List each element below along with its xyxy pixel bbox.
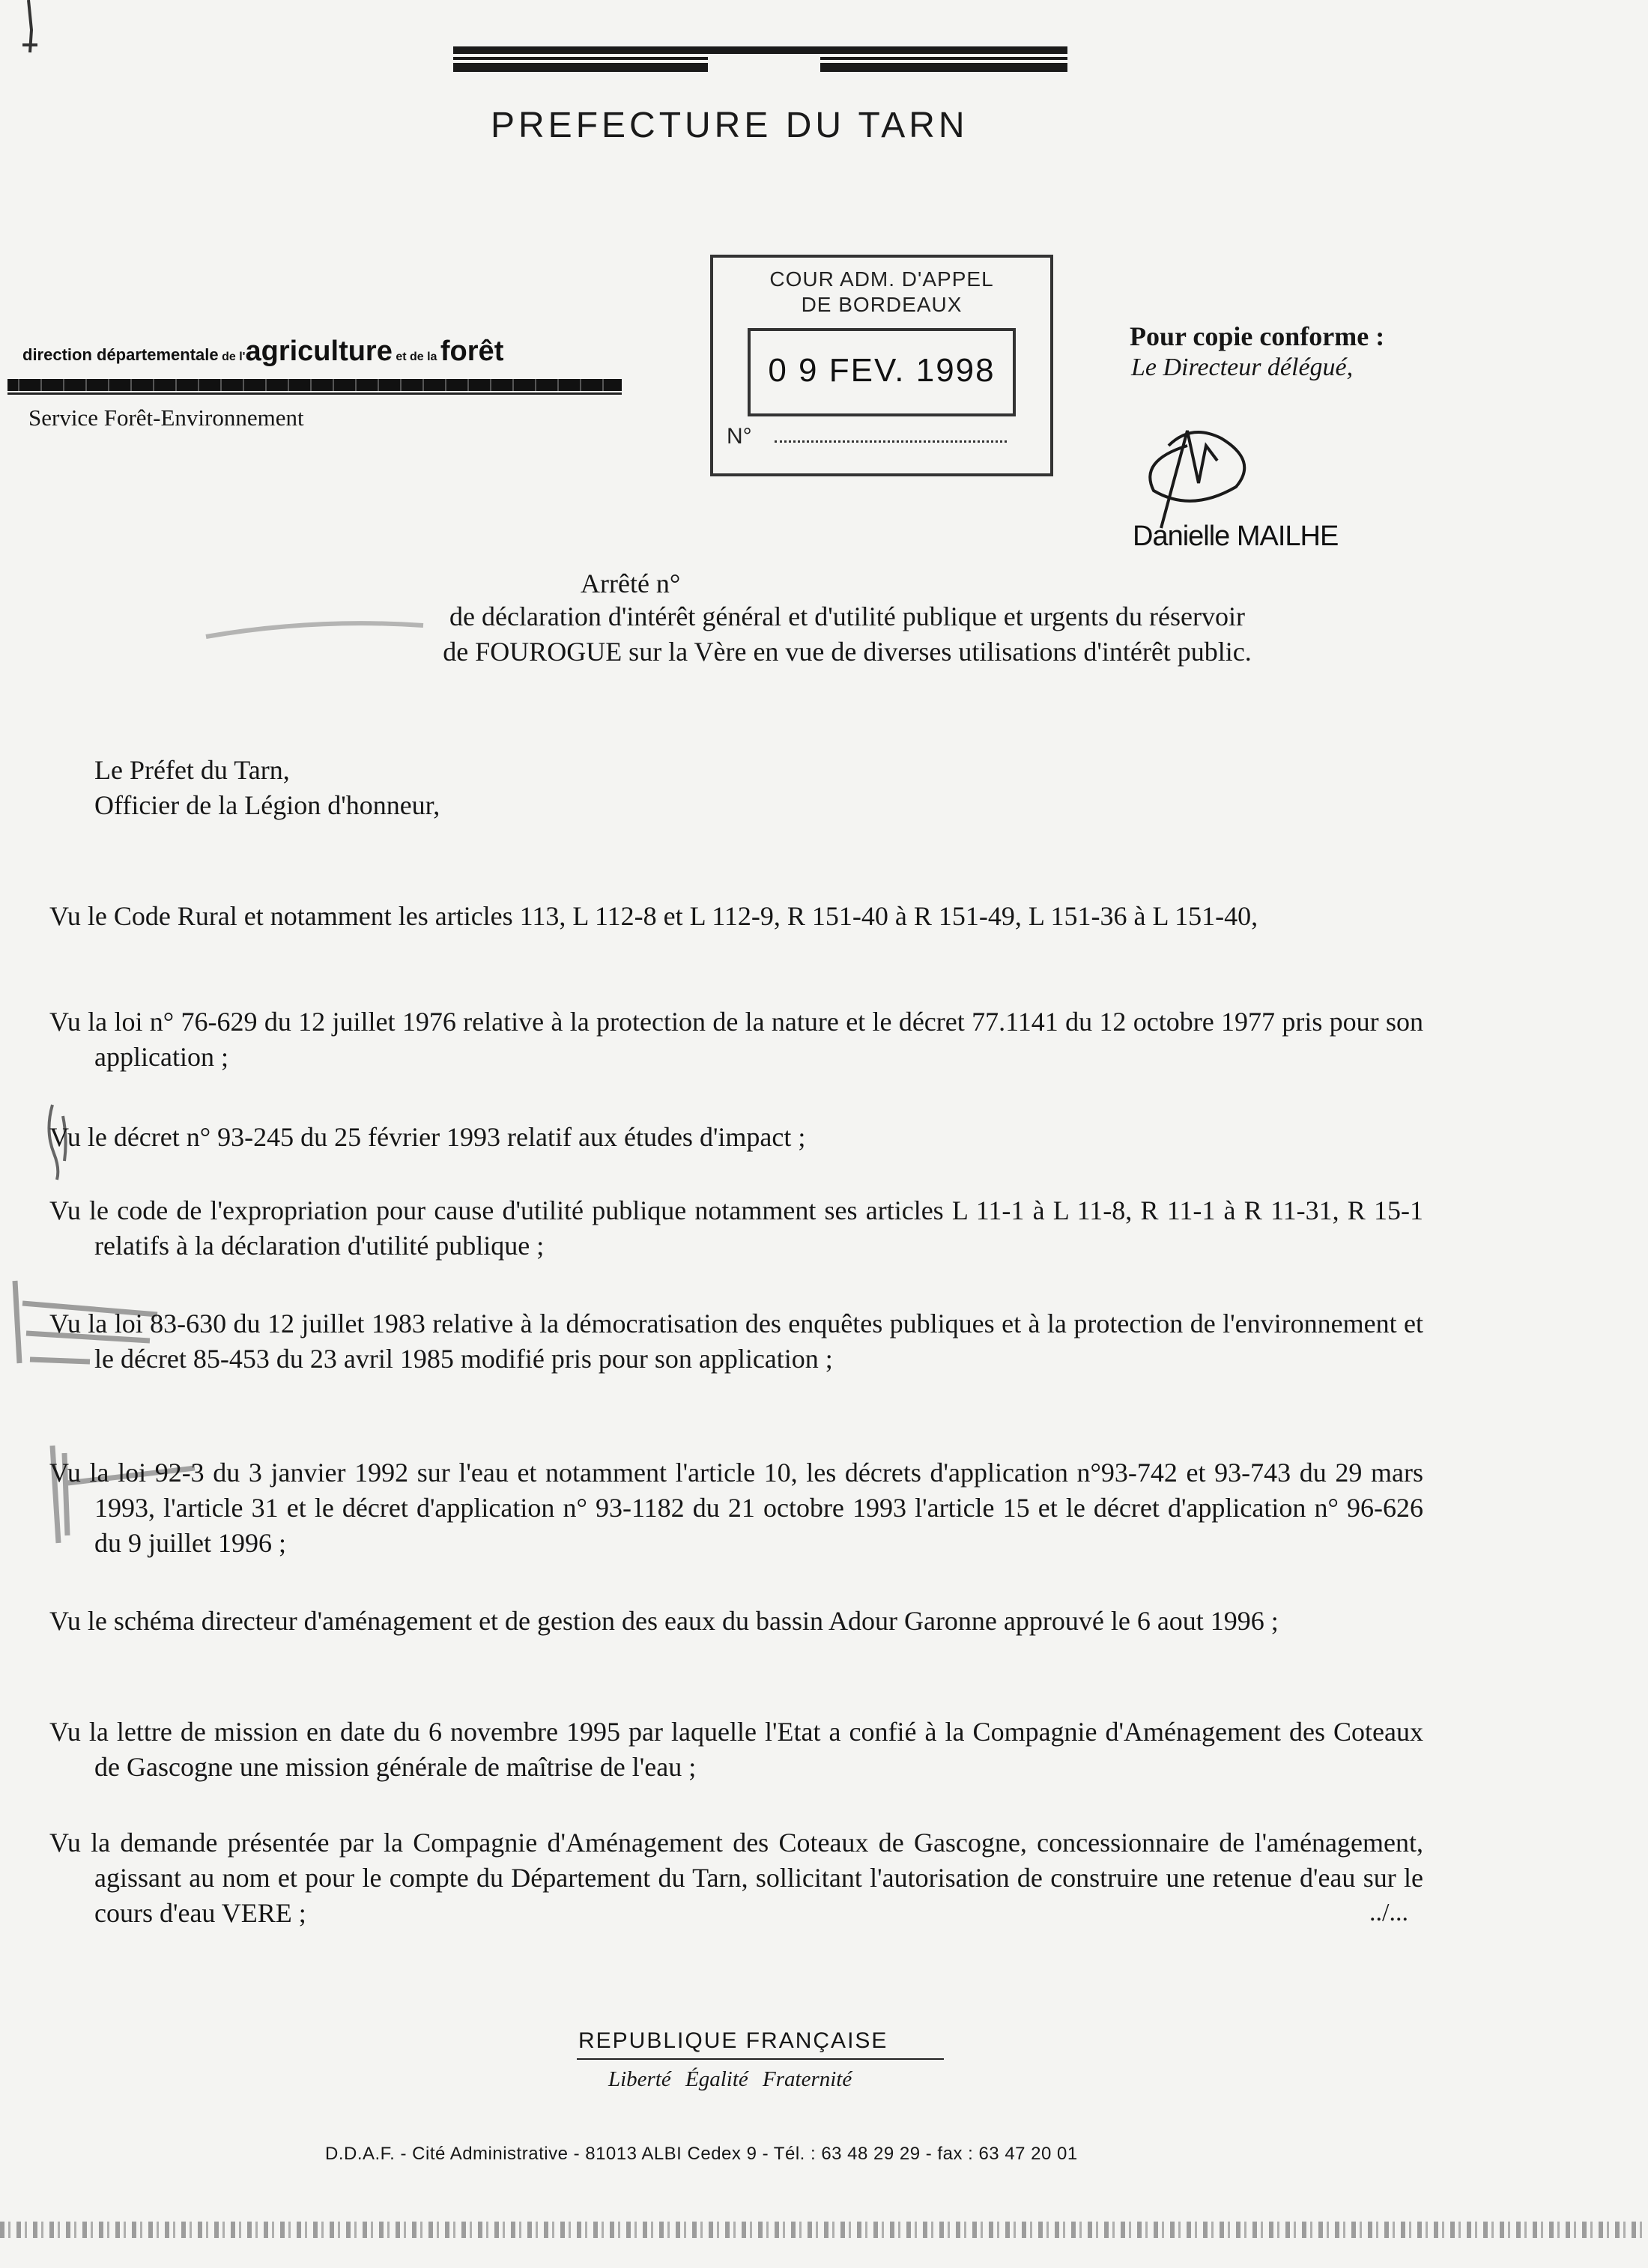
stamp-number-label: N° <box>727 424 752 449</box>
prefecture-title: PREFECTURE DU TARN <box>491 106 969 145</box>
prefet-name: Le Préfet du Tarn, <box>94 755 290 785</box>
header-banner-rule <box>453 46 1067 75</box>
national-motto: Liberté Égalité Fraternité <box>608 2067 852 2091</box>
court-received-stamp <box>710 255 1053 476</box>
considerant-paragraph: Vu le code de l'expropriation pour cause d'utilité publique notamment ses articles L 11-1 à L 11-8, R 11-1 à R 11-31, R 15-1 relatifs à la déclaration d'utilité publique ; <box>49 1195 1423 1261</box>
signer-name: Danielle MAILHE <box>1133 521 1339 552</box>
considerant-paragraph: Vu la loi 83-630 du 12 juillet 1983 relative à la démocratisation des enquêtes publiques et à la protection de l'environnement et le décret 85-453 du 23 avril 1985 modifié pris pour son application ; <box>49 1309 1423 1374</box>
signer-role: Le Directeur délégué, <box>1131 354 1354 381</box>
arrete-number: Arrêté n° <box>581 568 681 598</box>
considerant-paragraph: Vu le Code Rural et notamment les articles 113, L 112-8 et L 112-9, R 151-40 à R 151-49, L 151-36 à L 151-40, <box>49 901 1258 931</box>
department-rule <box>7 392 622 395</box>
prefet-title: Officier de la Légion d'honneur, <box>94 790 440 820</box>
considerant-paragraph: Vu la demande présentée par la Compagnie d'Aménagement des Coteaux de Gascogne, concessionnaire de l'aménagement, agissant au nom et pour le compte du Département du Tarn, sollicitant l'autorisation de construire une retenue d'eau sur le cours d'eau VERE ; <box>49 1828 1423 1928</box>
department-name: direction départementale de l'agriculture et de la forêt <box>22 336 504 367</box>
stamp-court-name: COUR ADM. D'APPEL DE BORDEAUX <box>769 267 994 316</box>
considerant-paragraph: Vu la loi 92-3 du 3 janvier 1992 sur l'eau et notamment l'article 10, les décrets d'application n°93-742 et 93-743 du 29 mars 1993, l'article 31 et le décret d'application n° 93-1182 du 21 octobre 1993 l'article 15 et le décret d'application n° 96-626 du 9 juillet 1996 ; <box>49 1458 1423 1558</box>
department-rule <box>7 379 622 391</box>
considerant-paragraph: Vu la lettre de mission en date du 6 novembre 1995 par laquelle l'Etat a confié à la Compagnie d'Aménagement des Coteaux de Gascogne une mission générale de maîtrise de l'eau ; <box>49 1717 1423 1782</box>
footer-rule <box>577 2058 944 2060</box>
footer-address: D.D.A.F. - Cité Administrative - 81013 ALBI Cedex 9 - Tél. : 63 48 29 29 - fax : 63 47 20 01 <box>325 2144 1078 2164</box>
page-continuation-mark: ../... <box>1369 1899 1408 1926</box>
republique-francaise: REPUBLIQUE FRANÇAISE <box>578 2028 888 2053</box>
certified-copy-label: Pour copie conforme : <box>1130 321 1385 351</box>
stamp-date-box <box>748 328 1016 416</box>
stamp-number-field <box>775 440 1007 443</box>
arrete-subject: de déclaration d'intérêt général et d'utilité publique et urgents du réservoir de FOUROGUE sur la Vère en vue de diverses utilisations d'intérêt public. <box>443 601 1252 667</box>
scan-edge-noise <box>0 2222 1648 2238</box>
staple-mark <box>15 0 45 90</box>
considerant-paragraph: Vu le décret n° 93-245 du 25 février 1993 relatif aux études d'impact ; <box>49 1122 806 1152</box>
considerant-paragraph: Vu le schéma directeur d'aménagement et de gestion des eaux du bassin Adour Garonne approuvé le 6 aout 1996 ; <box>49 1606 1279 1636</box>
service-name: Service Forêt-Environnement <box>28 404 304 431</box>
stamp-date: 0 9 FEV. 1998 <box>768 352 996 389</box>
considerant-paragraph: Vu la loi n° 76-629 du 12 juillet 1976 relative à la protection de la nature et le décret 77.1141 du 12 octobre 1977 pris pour son application ; <box>49 1007 1423 1072</box>
